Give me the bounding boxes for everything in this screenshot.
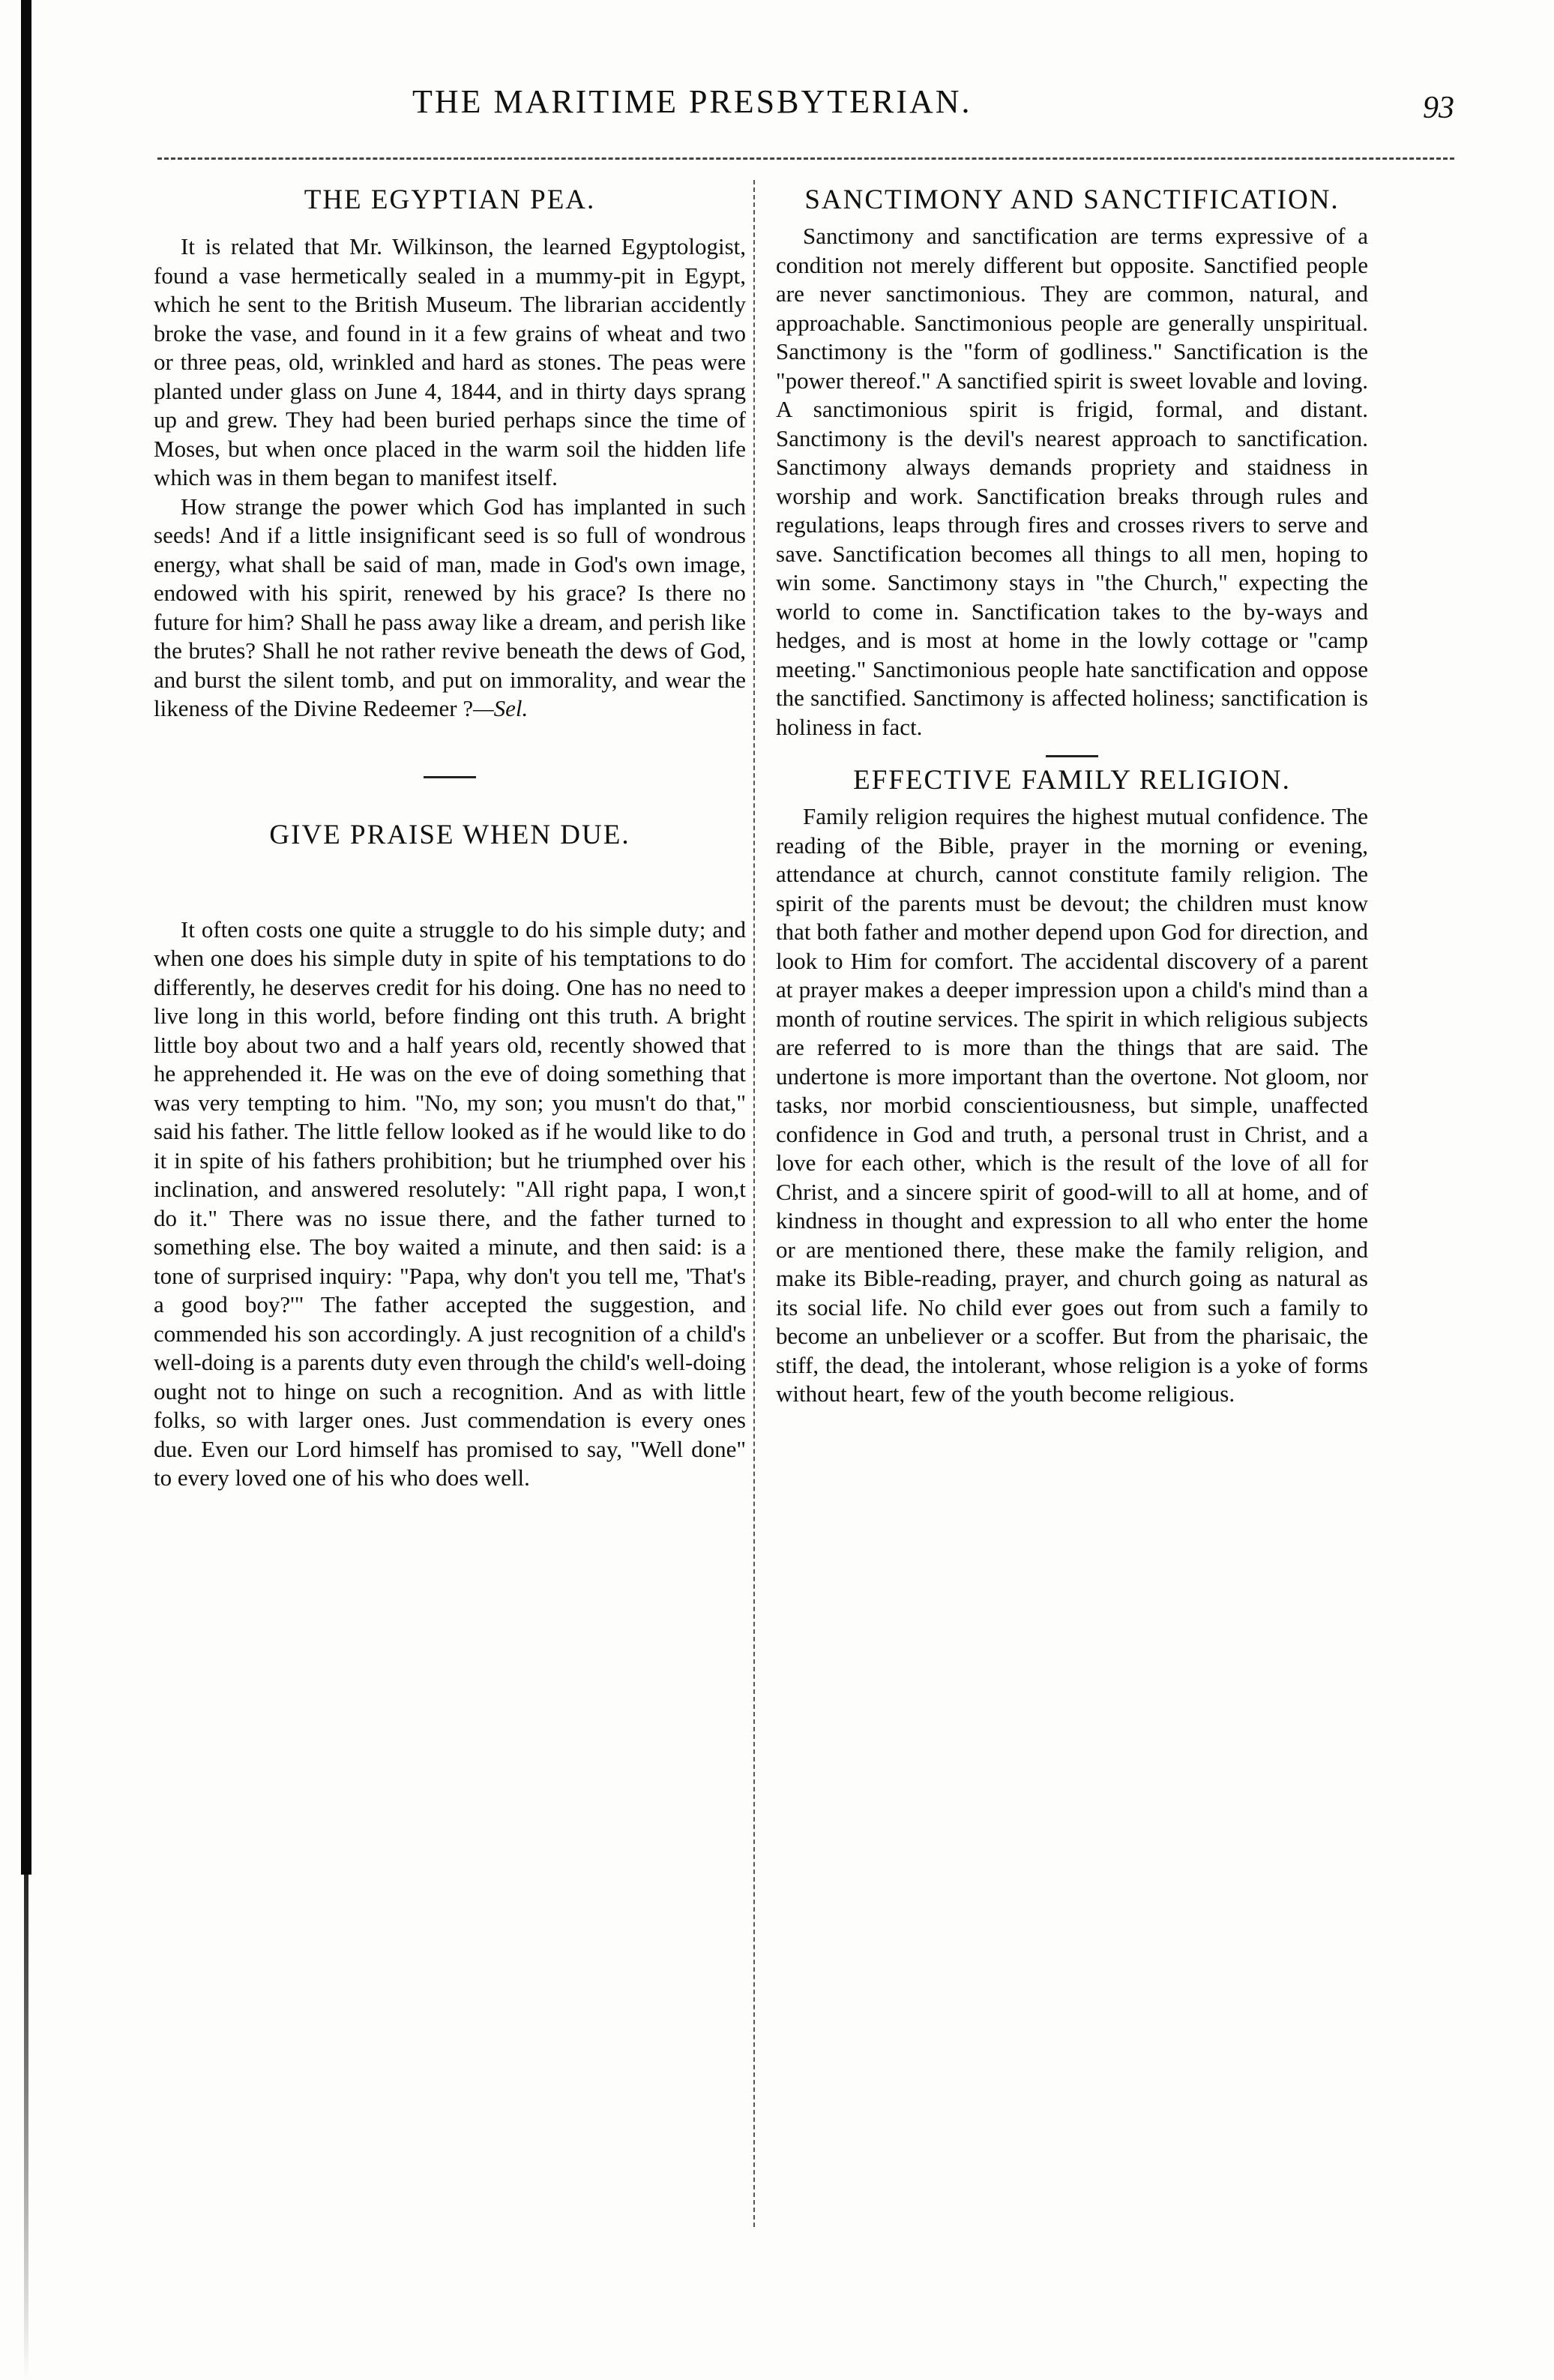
title-spacer — [154, 868, 746, 916]
article-separator — [1046, 755, 1098, 757]
article-separator — [424, 776, 476, 778]
article-paragraph: It is related that Mr. Wilkinson, the learned Egyptologist, found a vase hermetically sealed in a mummy-pit in Egypt, which he sent to the British Museum. The librarian accidently broke the vase, and found in it a few grains of wheat and two or three peas, old, wrinkled and hard as stones. The peas were planted under glass on June 4, 1844, and in thirty days sprang up and grew. They had been buried perhaps since the time of Moses, but when once placed in the warm soil the hidden life which was in them began to manifest itself. — [154, 233, 746, 490]
article-egyptian-pea — [154, 184, 746, 724]
article-paragraph: It often costs one quite a struggle to do his simple duty; and when one does his simple duty in spite of his temptations to do differently, he deserves credit for his doing. One has no need to live long in this world, before finding ont this truth. A bright little boy about two and a half years old, recently showed that he apprehended it. He was on the eve of doing something that was very tempting to him. "No, my son; you musn't do that," said his father. The little fellow looked as if he would like to do it in spite of his fathers prohibition; but he triumphed over his inclination, and answered resolutely: "All right papa, I won,t do it." There was no issue there, and the father turned to something else. The boy waited a minute, and then said: is a tone of surprised inquiry: "Papa, why don't you tell me, 'That's a good boy?'" The father accepted the suggestion, and commended his son accordingly. A just recognition of a child's well-doing is a parents duty even through the child's well-doing ought not to hinge on such a recognition. And as with little folks, so with larger ones. Just commendation is every ones due. Even our Lord himself has promised to say, "Well done" to every loved one of his who does well. — [154, 916, 746, 1491]
article-sanctimony — [776, 184, 1368, 742]
article-title: EFFECTIVE FAMILY RELIGION. — [853, 765, 1291, 796]
article-paragraph-text: How strange the power which God has implanted in such seeds! And if a little insignificant seed is so full of wondrous energy, what shall be said of man, made in God's own image, endowed with his spirit, renewed by his grace? Is there no future for him? Shall he pass away like a dream, and perish like the brutes? Shall he not rather revive beneath the dews of God, and burst the silent tomb, and put on immorality, and wear the likeness of the Divine Redeemer ? — [154, 493, 746, 721]
article-paragraph: Sanctimony and sanctification are terms expressive of a condition not merely different but opposite. Sanctified people are never sanctimonious. They are common, natural, and approachable. Sanctimonious people are generally unspiritual. Sanctimony is the "form of godliness." Sanctification is the "power thereof." A sanctified spirit is sweet lovable and loving. A sanctimonious spirit is frigid, formal, and distant. Sanctimony is the devil's nearest approach to sanctification. Sanctimony always demands propriety and staidness in worship and work. Sanctification breaks through rules and regulations, leaps through fires and crosses rivers to serve and save. Sanctification becomes all things to all men, hoping to win some. Sanctimony stays in "the Church," expecting the world to come in. Sanctification takes to the by-ways and hedges, and is most at home in the lowly cottage or "camp meeting." Sanctimonious people hate sanctification and oppose the sanctified. Sanctimony is affected holiness; sanctification is holiness in fact. — [776, 223, 1368, 740]
page-edge-shadow-fade — [24, 1875, 28, 2380]
left-column — [154, 180, 746, 1493]
article-paragraph — [154, 493, 746, 724]
article-attribution: —Sel. — [473, 695, 528, 721]
running-title: THE MARITIME PRESBYTERIAN. — [412, 83, 972, 120]
article-family-religion — [776, 765, 1368, 1409]
column-divider — [753, 180, 755, 2227]
article-give-praise — [154, 820, 746, 1493]
page-number: 93 — [1423, 91, 1454, 125]
page-edge-shadow — [21, 0, 31, 1875]
page-header — [135, 82, 1454, 142]
right-column — [776, 180, 1368, 1409]
article-title: SANCTIMONY AND SANCTIFICATION. — [804, 184, 1340, 215]
article-title: THE EGYPTIAN PEA. — [304, 184, 596, 215]
article-title: GIVE PRAISE WHEN DUE. — [269, 819, 630, 850]
header-rule — [157, 157, 1454, 160]
article-paragraph: Family religion requires the highest mutual confidence. The reading of the Bible, prayer in the morning or evening, attendance at church, cannot constitute family religion. The spirit of the parents must be devout; the children must know that both father and mother depend upon God for direction, and look to Him for comfort. The accidental discovery of a parent at prayer makes a deeper impression upon a child's mind than a month of routine services. The spirit in which religious subjects are referred to is more than the things that are said. The undertone is more important than the overtone. Not gloom, nor tasks, nor morbid conscientiousness, but simple, unaffected confidence in God and truth, a personal trust in Christ, and a love for each other, which is the result of the love of all for Christ, and a sincere spirit of good-will to all at home, and of kindness in thought and expression to all who enter the home or are mentioned there, these make the family religion, and make its Bible-reading, prayer, and church going as natural as its social life. No child ever goes out from such a family to become an unbeliever or a scoffer. But from the pharisaic, the stiff, the dead, the intolerant, whose religion is a yoke of forms without heart, few of the youth become religious. — [776, 803, 1368, 1407]
